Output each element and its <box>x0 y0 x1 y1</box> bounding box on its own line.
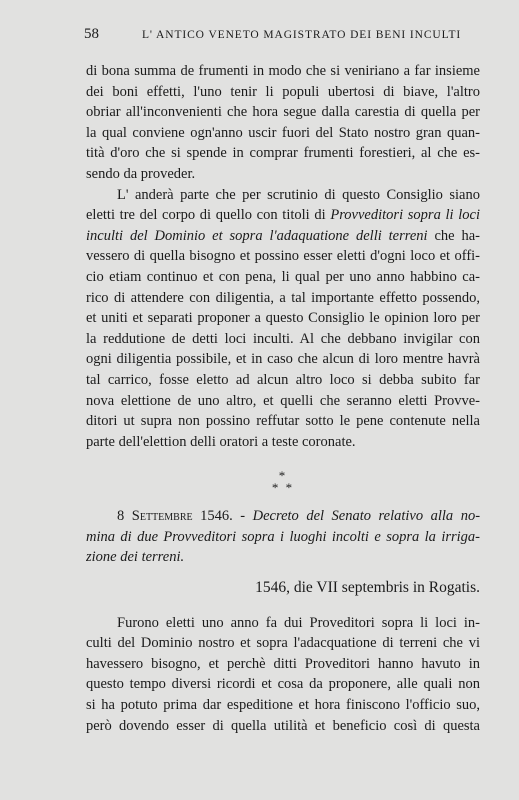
decree-date-month: Settembre <box>131 508 193 525</box>
text-line: la qual conviene ogn'anno uscir fuori del Stato nostro gran quan- <box>86 124 480 141</box>
text-line: la reddutione de detti loci inculti. Al che debbano invigilar con <box>86 330 480 347</box>
paragraph-3 <box>86 613 480 737</box>
decree-heading <box>86 506 480 568</box>
text-line: questo tempo diversi ricordi et cosa da proponere, alle quali non <box>86 676 480 693</box>
text-line: ditori ut supra non possino reffutar sotto le pene contenute nella <box>86 413 480 430</box>
text-line: però dovendo esser di quella utilità et beneficio così di questa <box>86 717 480 734</box>
italic-title: Provveditori sopra li loci <box>330 207 480 224</box>
text-line: Furono eletti uno anno fa dui Proveditori sopra li loci in- <box>117 614 480 631</box>
text-line: rico di attendere con diligentia, a tal importante effetto possendo, <box>86 289 480 306</box>
decree-title: zione dei terreni. <box>86 549 185 566</box>
text-segment: che ha- <box>427 227 480 244</box>
text-line <box>86 547 480 568</box>
decree-title: - Decreto del Senato relativo alla no- <box>232 508 480 525</box>
page-number: 58 <box>84 26 99 42</box>
text-line: cio etiam continuo et con pena, li qual per uno anno habbino ca- <box>86 268 480 285</box>
text-line: si ha potuto prima dar espeditione et hora finiscono l'officio suo, <box>86 697 480 714</box>
text-line: tal carrico, fosse eletto ad alcun altro loco si debba subito far <box>86 371 480 388</box>
text-line: et uniti et separati proponer a questo Consiglio le opinion loro per <box>86 310 480 327</box>
running-title: L' ANTICO VENETO MAGISTRATO DEI BENI INCULTI <box>142 29 462 41</box>
decree-date-year: 1546. <box>192 508 233 525</box>
italic-title: inculti del Dominio et sopra l'adaquatione delli terreni <box>86 227 428 244</box>
text-segment: eletti tre del corpo di quello con titoli di <box>86 207 331 224</box>
text-line: ogni diligentia possibile, et in caso che alcun di loro mentre havrà <box>86 351 480 368</box>
text-line: di bona summa de frumenti in modo che si veniriano a far insieme <box>86 63 480 79</box>
paragraph-1 <box>86 61 480 185</box>
text-line: L' anderà parte che per scrutinio di questo Consiglio siano <box>117 186 480 203</box>
text-line: parte dell'elettion delli oratori a teste coronate. <box>86 433 356 450</box>
page-header <box>84 26 478 48</box>
text-line <box>86 226 480 247</box>
decree-title: mina di due Provveditori sopra i luoghi incolti e sopra la irriga- <box>86 528 480 545</box>
text-line: obriar all'inconvenienti che hora segue dalla carestia di quella per <box>86 104 480 121</box>
text-line <box>86 527 480 548</box>
asterisk-bottom: * * <box>271 480 295 496</box>
text-line <box>86 205 480 226</box>
text-line: vessero di quella bisogno et possino esser eletti d'ogni loco et offi- <box>86 248 480 265</box>
text-line: nova elettione de uno altro, et quelli che seranno eletti Provve- <box>86 392 480 409</box>
asterisk-top: * <box>278 468 288 484</box>
text-line: culti del Dominio nostro et sopra l'adacquatione di terreni che vi <box>86 635 480 652</box>
text-line: sendo da proveder. <box>86 165 196 182</box>
paragraph-2 <box>86 185 480 453</box>
decree-dateline: 1546, die VII septembris in Rogatis. <box>255 579 480 597</box>
section-separator <box>86 470 480 494</box>
text-line: tità d'oro che si spende in comprar frumenti forestieri, al che es- <box>86 145 480 162</box>
decree-date-day: 8 <box>117 508 132 525</box>
text-line <box>86 506 480 527</box>
page-body <box>86 61 480 736</box>
text-line: dei boni effetti, l'uno tenir li populi ubertosi di biave, l'altro <box>86 83 480 100</box>
text-line: havessero bisogno, et perchè ditti Proveditori hanno havuto in <box>86 655 480 672</box>
